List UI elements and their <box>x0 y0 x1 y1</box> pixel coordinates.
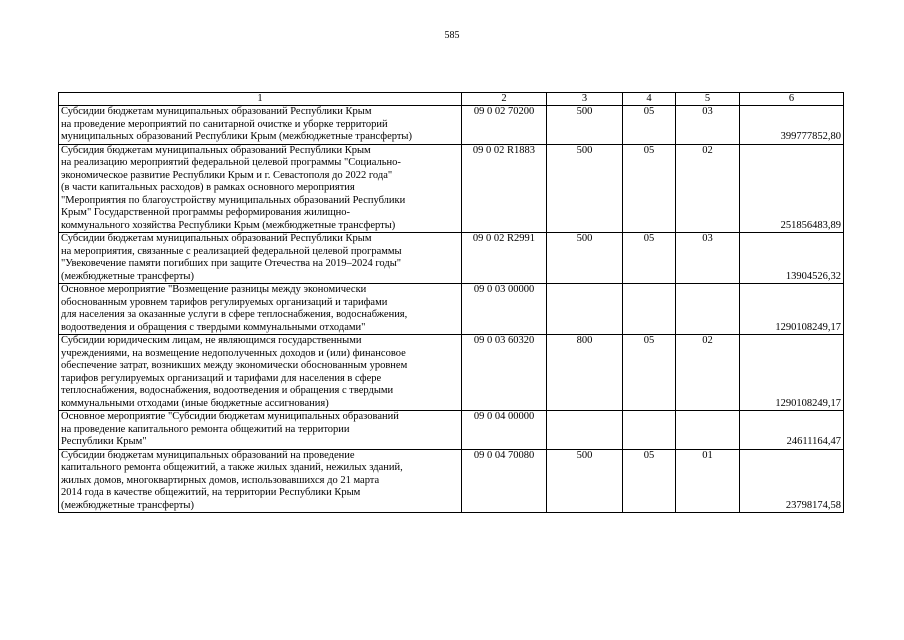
column-header: 1 <box>59 93 462 106</box>
expense-type-cell: 500 <box>547 144 623 233</box>
classification-code-cell: 09 0 04 70080 <box>462 449 547 513</box>
table-row <box>59 411 844 450</box>
expense-type-cell: 500 <box>547 106 623 145</box>
table-row <box>59 284 844 335</box>
row-name-cell: Субсидии бюджетам муниципальных образований на проведение капитального ремонта общежитий, а также жилых зданий, нежилых зданий, жилых домов, многоквартирных домов, использовавшихся до 21 марта 2014 года в качестве общежитий, на территории Республики Крым (межбюджетные трансферты) <box>59 449 462 513</box>
expense-type-cell: 500 <box>547 449 623 513</box>
subsection-cell: 03 <box>676 106 740 145</box>
table-row <box>59 233 844 284</box>
subsection-cell <box>676 411 740 450</box>
classification-code-cell: 09 0 03 00000 <box>462 284 547 335</box>
page-number: 585 <box>444 30 460 41</box>
table-row <box>59 144 844 233</box>
subsection-cell: 02 <box>676 335 740 411</box>
subsection-cell: 02 <box>676 144 740 233</box>
expense-type-cell <box>547 284 623 335</box>
expense-type-cell: 500 <box>547 233 623 284</box>
amount-cell: 24611164,47 <box>740 411 844 450</box>
amount-cell: 399777852,80 <box>740 106 844 145</box>
classification-code-cell: 09 0 02 R2991 <box>462 233 547 284</box>
classification-code-cell: 09 0 03 60320 <box>462 335 547 411</box>
column-header: 6 <box>740 93 844 106</box>
classification-code-cell: 09 0 02 70200 <box>462 106 547 145</box>
amount-cell: 251856483,89 <box>740 144 844 233</box>
section-cell: 05 <box>623 335 676 411</box>
expense-type-cell: 800 <box>547 335 623 411</box>
amount-cell: 13904526,32 <box>740 233 844 284</box>
subsection-cell <box>676 284 740 335</box>
classification-code-cell: 09 0 04 00000 <box>462 411 547 450</box>
section-cell <box>623 411 676 450</box>
section-cell <box>623 284 676 335</box>
section-cell: 05 <box>623 144 676 233</box>
section-cell: 05 <box>623 449 676 513</box>
budget-table <box>58 92 844 513</box>
expense-type-cell <box>547 411 623 450</box>
column-header: 3 <box>547 93 623 106</box>
subsection-cell: 01 <box>676 449 740 513</box>
subsection-cell: 03 <box>676 233 740 284</box>
column-header: 5 <box>676 93 740 106</box>
row-name-cell: Субсидии бюджетам муниципальных образований Республики Крым на проведение мероприятий по санитарной очистке и уборке территорий муниципальных образований Республики Крым (межбюджетные трансферты) <box>59 106 462 145</box>
column-header: 4 <box>623 93 676 106</box>
row-name-cell: Основное мероприятие "Субсидии бюджетам муниципальных образований на проведение капитального ремонта общежитий на территории Республики Крым" <box>59 411 462 450</box>
row-name-cell: Субсидия бюджетам муниципальных образований Республики Крым на реализацию мероприятий федеральной целевой программы "Социально- экономическое развитие Республики Крым и г. Севастополя до 2022 года" (в части капитальных расходов) в рамках основного мероприятия "Мероприятия по благоустройству муниципальных образований Республики Крым" Государственной программы реформирования жилищно- коммунального хозяйства Республики Крым (межбюджетные трансферты) <box>59 144 462 233</box>
row-name-cell: Субсидии бюджетам муниципальных образований Республики Крым на мероприятия, связанные с реализацией федеральной целевой программы "Увековечение памяти погибших при защите Отечества на 2019–2024 годы" (межбюджетные трансферты) <box>59 233 462 284</box>
column-header: 2 <box>462 93 547 106</box>
section-cell: 05 <box>623 106 676 145</box>
table-header-row <box>59 93 844 106</box>
classification-code-cell: 09 0 02 R1883 <box>462 144 547 233</box>
section-cell: 05 <box>623 233 676 284</box>
table-row <box>59 335 844 411</box>
table-row <box>59 449 844 513</box>
amount-cell: 1290108249,17 <box>740 335 844 411</box>
table-row <box>59 106 844 145</box>
row-name-cell: Субсидии юридическим лицам, не являющимся государственными учреждениями, на возмещение недополученных доходов и (или) финансовое обеспечение затрат, возникших между экономически обоснованным уровнем тарифов регулируемых организаций и тарифами для населения в сфере теплоснабжения, водоснабжения, водоотведения и обращения с твердыми коммунальными отходами (иные бюджетные ассигнования) <box>59 335 462 411</box>
row-name-cell: Основное мероприятие "Возмещение разницы между экономически обоснованным уровнем тарифов регулируемых организаций и тарифами для населения за оказанные услуги в сфере теплоснабжения, водоснабжения, водоотведения и обращения с твердыми коммунальными отходами" <box>59 284 462 335</box>
amount-cell: 1290108249,17 <box>740 284 844 335</box>
amount-cell: 23798174,58 <box>740 449 844 513</box>
